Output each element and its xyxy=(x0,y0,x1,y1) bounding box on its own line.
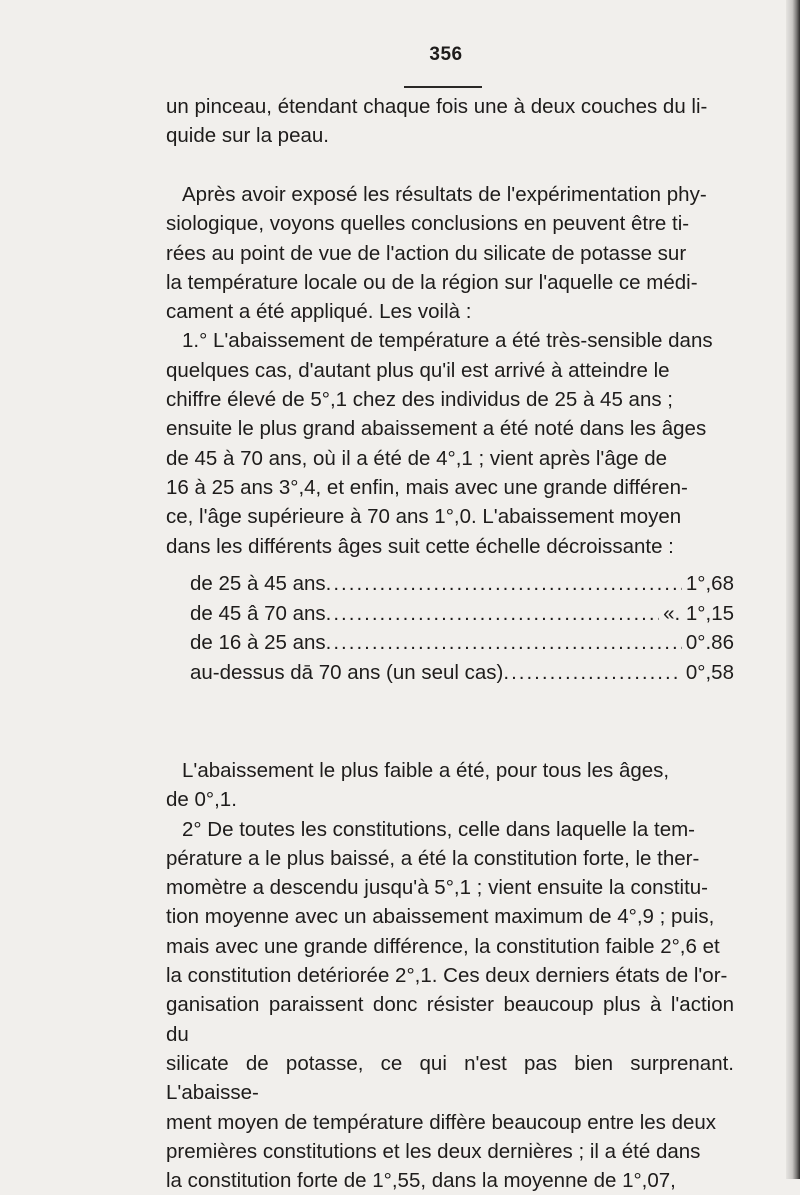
table-row xyxy=(190,569,734,599)
text-line: la température locale ou de la région sur l'aquelle ce médi- xyxy=(166,270,698,294)
text-line: siologique, voyons quelles conclusions en peuvent être ti- xyxy=(166,212,690,236)
table-row-label: de 25 à 45 ans xyxy=(190,572,326,595)
text-line: mais avec une grande différence, la constitution faible 2°,6 et xyxy=(166,934,720,958)
text-line: un pinceau, étendant chaque fois une à deux couches du li- xyxy=(166,95,708,118)
table-row-label: de 16 à 25 ans xyxy=(190,631,326,654)
table-row-value: 1°,68 xyxy=(685,572,734,595)
temperature-table xyxy=(190,569,734,687)
table-row xyxy=(190,658,734,688)
table-row-value: 0°.86 xyxy=(685,631,734,654)
leader-dots xyxy=(503,658,682,688)
leader-dots xyxy=(326,599,659,629)
text-line: quide sur la peau. xyxy=(166,124,329,148)
text-line: premières constitutions et les deux dernières ; il a été dans xyxy=(166,1139,701,1163)
page-number-rule xyxy=(404,86,482,88)
paragraph-continuation xyxy=(166,92,734,151)
table-row-value: 0°,58 xyxy=(685,660,734,684)
text-line: quelques cas, d'autant plus qu'il est arrivé à atteindre le xyxy=(166,358,670,382)
text-line: pérature a le plus baissé, a été la constitution forte, le ther- xyxy=(166,846,700,870)
text-line: ganisation paraissent donc résister beaucoup plus à l'action du xyxy=(166,993,734,1046)
page-number: 356 xyxy=(429,44,463,65)
paragraph-conclusions xyxy=(166,180,734,561)
text-line: la constitution forte de 1°,55, dans la moyenne de 1°,07, xyxy=(166,1169,676,1193)
text-line: de 0°,1. xyxy=(166,788,237,812)
book-page-edge xyxy=(786,0,800,1179)
text-line: de 45 à 70 ans, où il a été de 4°,1 ; vient après l'âge de xyxy=(166,446,668,470)
text-line: 16 à 25 ans 3°,4, et enfin, mais avec une grande différen- xyxy=(166,475,688,499)
table-row-label: de 45 â 70 ans xyxy=(190,601,326,625)
text-line: ment moyen de température diffère beaucoup entre les deux xyxy=(166,1110,717,1134)
text-line: ensuite le plus grand abaissement a été noté dans les âges xyxy=(166,417,707,441)
text-line: L'abaissement le plus faible a été, pour tous les âges, xyxy=(182,759,670,782)
text-line: momètre a descendu jusqu'à 5°,1 ; vient ensuite la constitu- xyxy=(166,876,708,900)
table-row-value: «. 1°,15 xyxy=(663,601,734,625)
text-line: rées au point de vue de l'action du silicate de potasse sur xyxy=(166,241,687,265)
text-line: 2° De toutes les constitutions, celle dans laquelle la tem- xyxy=(182,817,696,841)
table-row xyxy=(190,628,734,658)
leader-dots xyxy=(326,628,682,658)
table-row xyxy=(190,599,734,629)
table-row-label: au-dessus dā 70 ans (un seul cas) xyxy=(190,660,504,684)
text-line: silicate de potasse, ce qui n'est pas bien surprenant. L'abaisse- xyxy=(166,1051,734,1105)
text-line: ce, l'âge supérieure à 70 ans 1°,0. L'abaissement moyen xyxy=(166,505,682,529)
text-line: chiffre élevé de 5°,1 chez des individus de 25 à 45 ans ; xyxy=(166,388,673,412)
text-line: la constitution detériorée 2°,1. Ces deux derniers états de l'or- xyxy=(166,964,728,988)
paragraph-constitutions xyxy=(166,756,734,1195)
text-line: cament a été appliqué. Les voilà : xyxy=(166,300,472,324)
text-line: 1.° L'abaissement de température a été très-sensible dans xyxy=(182,329,713,353)
text-line: dans les différents âges suit cette échelle décroissante : xyxy=(166,534,674,558)
leader-dots xyxy=(326,569,682,599)
text-line: Après avoir exposé les résultats de l'expérimentation phy- xyxy=(182,183,707,206)
text-line: tion moyenne avec un abaissement maximum de 4°,9 ; puis, xyxy=(166,905,715,929)
